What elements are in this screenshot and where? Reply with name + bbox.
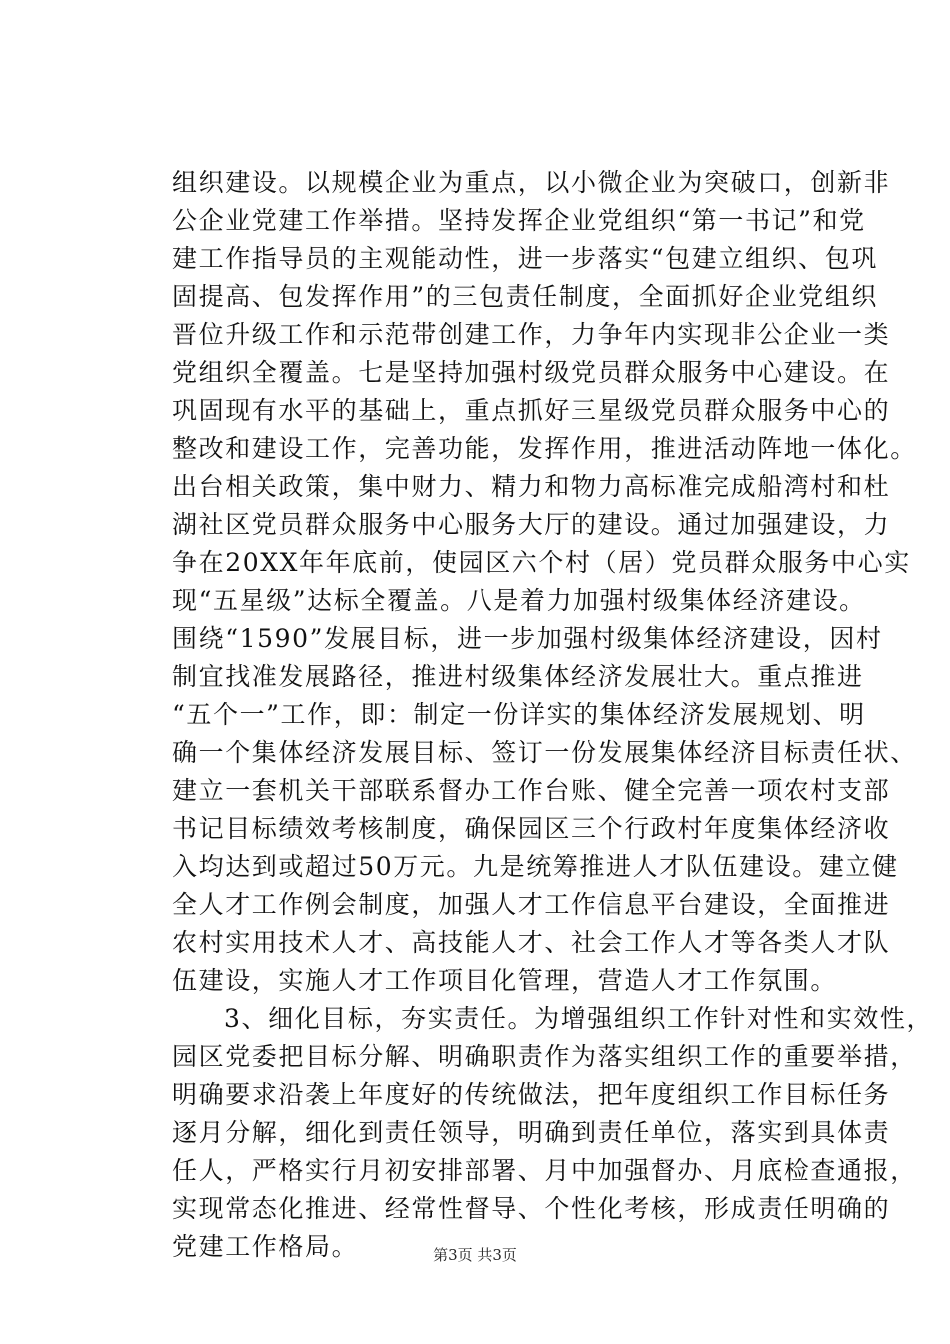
text-line: 任人，严格实行月初安排部署、月中加强督办、月底检查通报， bbox=[172, 1156, 917, 1185]
text-line: 整改和建设工作，完善功能，发挥作用，推进活动阵地一体化。 bbox=[172, 434, 917, 463]
text-line: 组织建设。以规模企业为重点，以小微企业为突破口，创新非 bbox=[172, 168, 891, 197]
page-footer: 第3页 共3页 bbox=[433, 1246, 517, 1264]
text-line: 确一个集体经济发展目标、签订一份发展集体经济目标责任状、 bbox=[172, 738, 917, 767]
text-line: 湖社区党员群众服务中心服务大厅的建设。通过加强建设，力 bbox=[172, 510, 891, 539]
text-line: 明确要求沿袭上年度好的传统做法，把年度组织工作目标任务 bbox=[172, 1080, 891, 1109]
text-line: 逐月分解，细化到责任领导，明确到责任单位，落实到具体责 bbox=[172, 1118, 891, 1147]
text-line: 围绕“1590”发展目标，进一步加强村级集体经济建设，因村 bbox=[172, 624, 883, 653]
text-line: 巩固现有水平的基础上，重点抓好三星级党员群众服务中心的 bbox=[172, 396, 891, 425]
paragraph-start-line: 3、细化目标，夯实责任。为增强组织工作针对性和实效性， bbox=[224, 1004, 934, 1033]
text-line: 公企业党建工作举措。坚持发挥企业党组织“第一书记”和党 bbox=[172, 206, 866, 235]
text-line: 现“五星级”达标全覆盖。八是着力加强村级集体经济建设。 bbox=[172, 586, 866, 615]
text-line: 争在20XX年年底前，使园区六个村（居）党员群众服务中心实 bbox=[172, 548, 911, 577]
text-line: 党组织全覆盖。七是坚持加强村级党员群众服务中心建设。在 bbox=[172, 358, 891, 387]
text-line: 建工作指导员的主观能动性，进一步落实“包建立组织、包巩 bbox=[172, 244, 878, 273]
text-line: 入均达到或超过50万元。九是统筹推进人才队伍建设。建立健 bbox=[172, 852, 899, 881]
text-line: 晋位升级工作和示范带创建工作，力争年内实现非公企业一类 bbox=[172, 320, 891, 349]
text-line: 固提高、包发挥作用”的三包责任制度，全面抓好企业党组织 bbox=[172, 282, 878, 311]
text-line: 伍建设，实施人才工作项目化管理，营造人才工作氛围。 bbox=[172, 966, 838, 995]
text-line: 出台相关政策，集中财力、精力和物力高标准完成船湾村和杜 bbox=[172, 472, 891, 501]
text-line: 农村实用技术人才、高技能人才、社会工作人才等各类人才队 bbox=[172, 928, 891, 957]
text-line: “五个一”工作，即：制定一份详实的集体经济发展规划、明 bbox=[172, 700, 866, 729]
text-line: 全人才工作例会制度，加强人才工作信息平台建设，全面推进 bbox=[172, 890, 891, 919]
document-body bbox=[172, 164, 934, 1266]
text-line: 园区党委把目标分解、明确职责作为落实组织工作的重要举措， bbox=[172, 1042, 917, 1071]
text-line: 建立一套机关干部联系督办工作台账、健全完善一项农村支部 bbox=[172, 776, 891, 805]
text-line: 党建工作格局。 bbox=[172, 1232, 359, 1261]
text-line: 实现常态化推进、经常性督导、个性化考核，形成责任明确的 bbox=[172, 1194, 891, 1223]
text-line: 书记目标绩效考核制度，确保园区三个行政村年度集体经济收 bbox=[172, 814, 891, 843]
text-line: 制宜找准发展路径，推进村级集体经济发展壮大。重点推进 bbox=[172, 662, 864, 691]
